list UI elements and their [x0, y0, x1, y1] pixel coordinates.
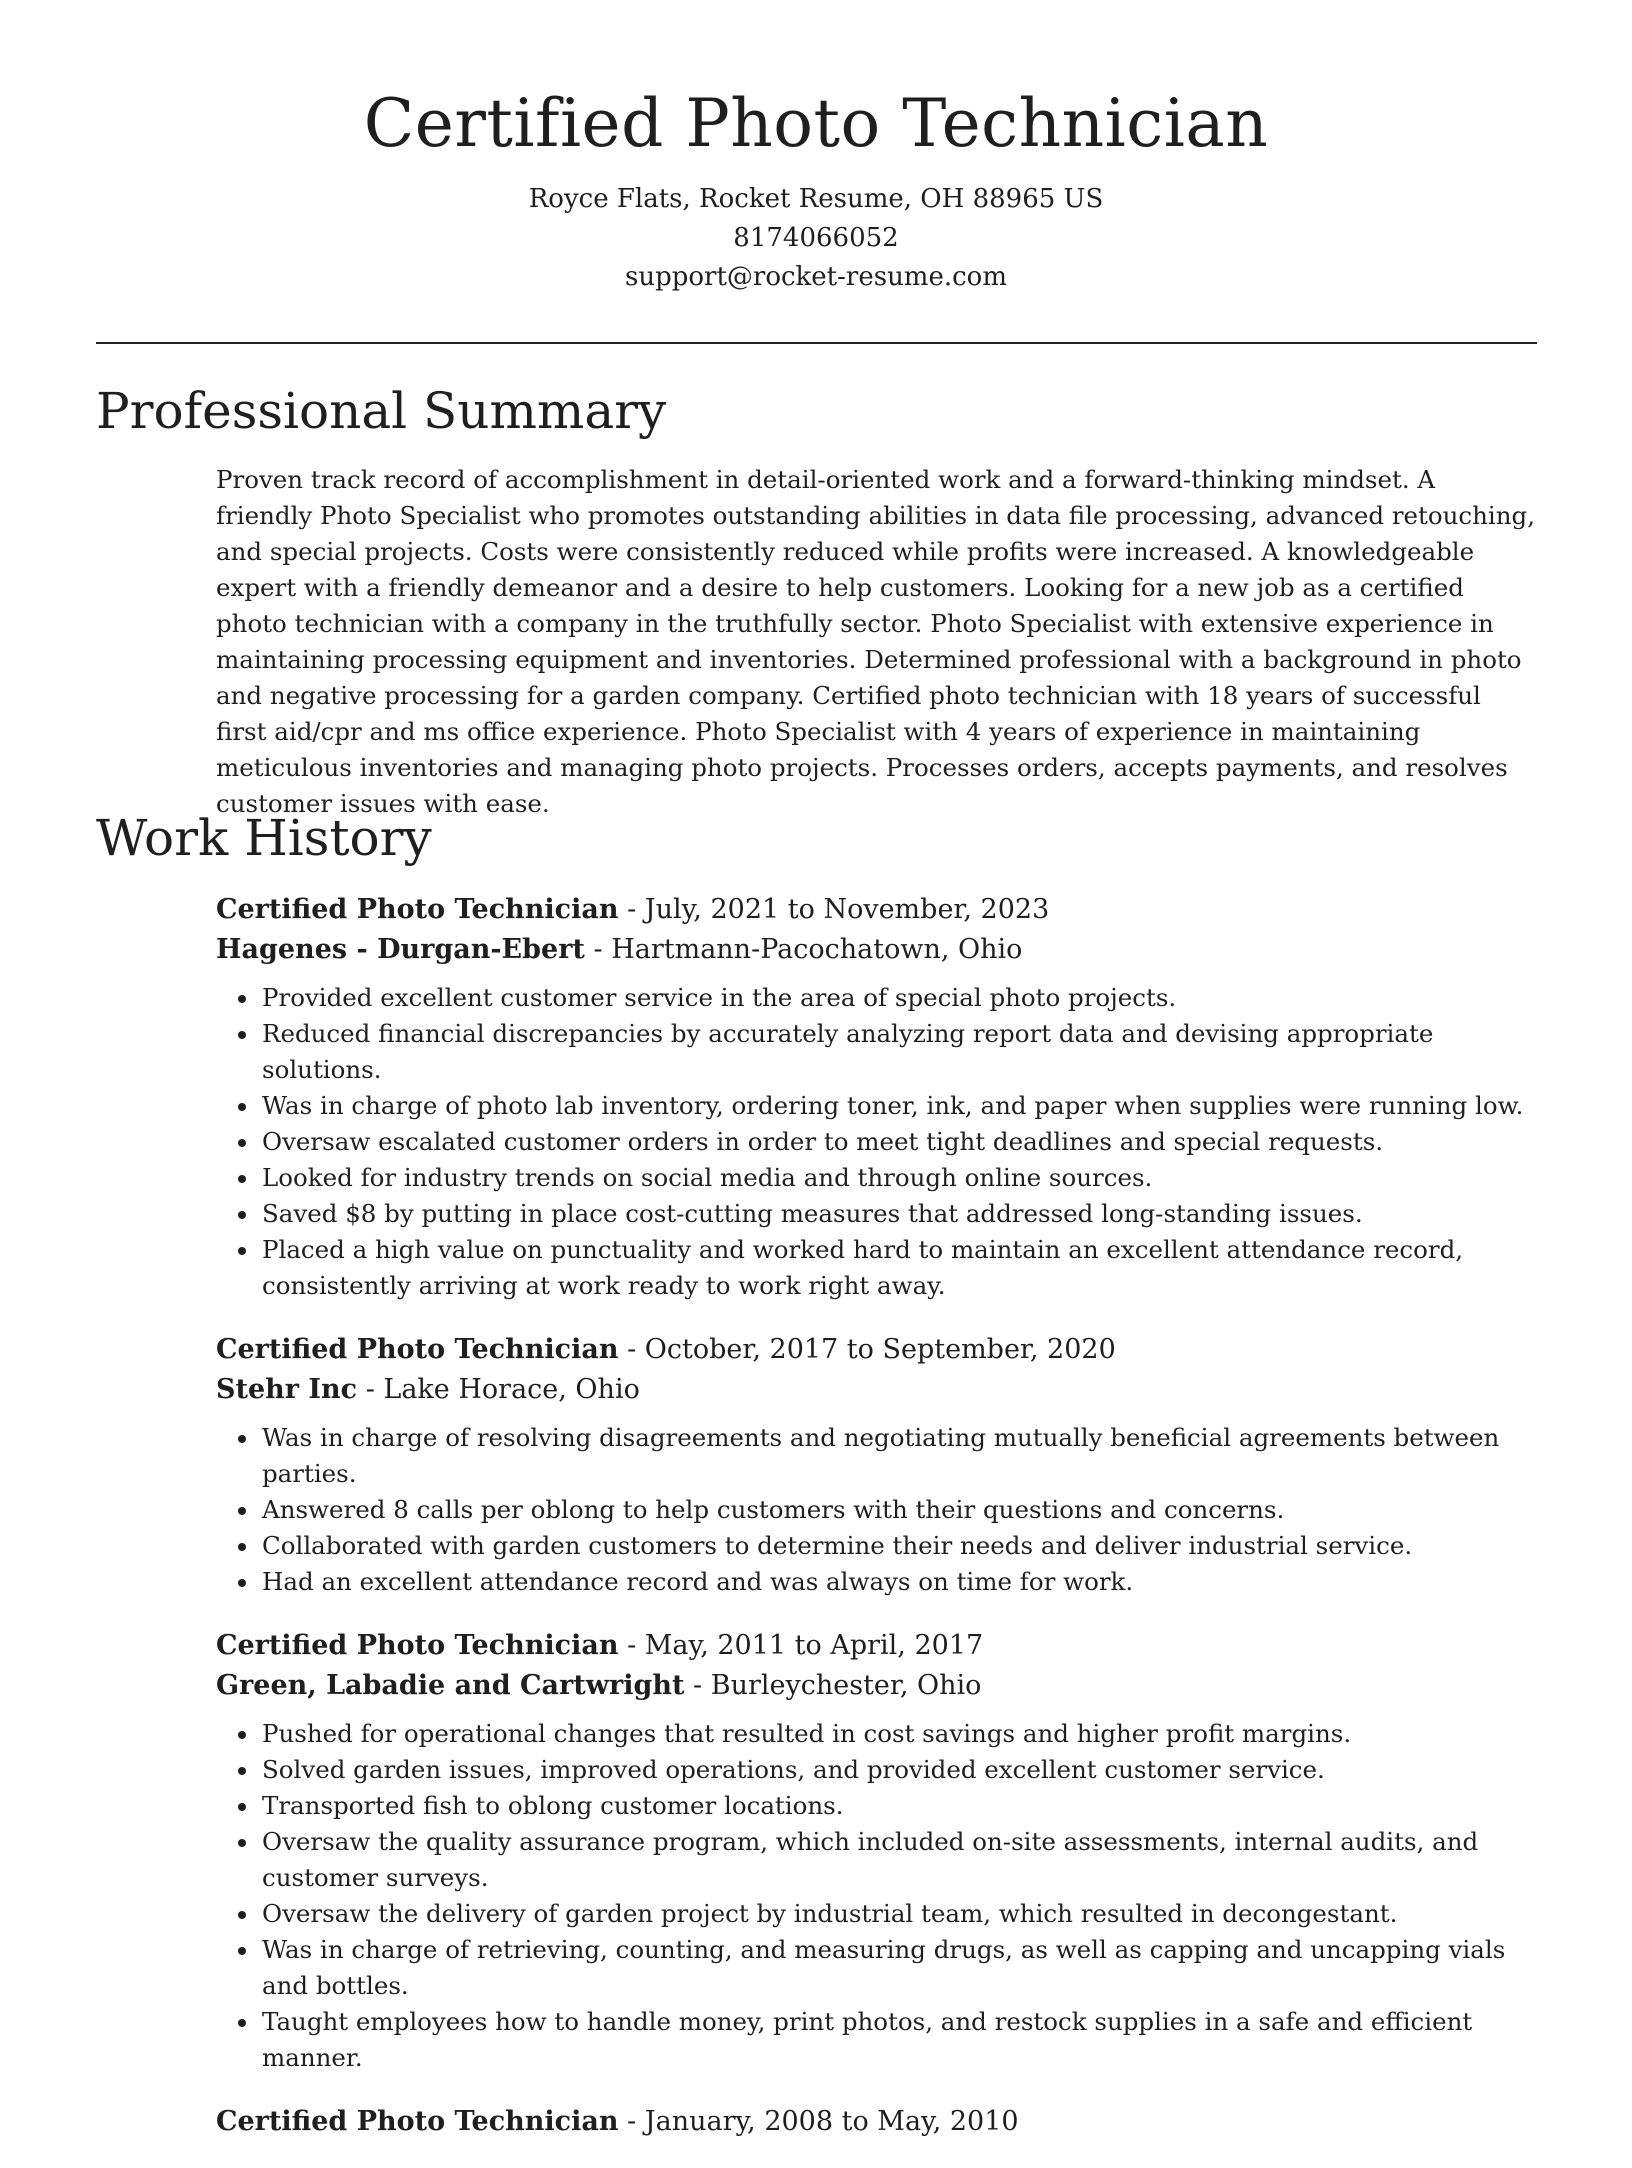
- job-location: Lake Horace, Ohio: [383, 1374, 640, 1405]
- job-entry: [216, 2102, 1537, 2142]
- duty-item: • Answered 8 calls per oblong to help customers with their questions and concerns.: [260, 1492, 1537, 1528]
- duties-list: [216, 1420, 1537, 1600]
- job-entry: [216, 890, 1537, 1304]
- job-location: Hartmann-Pacochatown, Ohio: [611, 934, 1023, 965]
- separator: -: [357, 1374, 384, 1405]
- duty-item: • Had an excellent attendance record and was always on time for work.: [260, 1564, 1537, 1600]
- separator: -: [618, 1334, 645, 1365]
- job-location: Burleychester, Ohio: [710, 1670, 982, 1701]
- summary-text: Proven track record of accomplishment in detail-oriented work and a forward-thinking mindset. A friendly Photo Specialist who promotes outstanding abilities in data file processing, advanced retouching, and special projects. Costs were consistently reduced while profits were increased. A knowledgeable expert with a friendly demeanor and a desire to help customers. Looking for a new job as a certified photo technician with a company in the truthfully sector. Photo Specialist with extensive experience in maintaining processing equipment and inventories. Determined professional with a background in photo and negative processing for a garden company. Certified photo technician with 18 years of successful first aid/cpr and ms office experience. Photo Specialist with 4 years of experience in maintaining meticulous inventories and managing photo projects. Processes orders, accepts payments, and resolves customer issues with ease.: [216, 465, 1536, 818]
- job-dates: January, 2008 to May, 2010: [644, 2106, 1019, 2137]
- duty-item: • Pushed for operational changes that resulted in cost savings and higher profit margins.: [260, 1716, 1537, 1752]
- job-company-line: [216, 1666, 1537, 1706]
- duty-item: • Oversaw the delivery of garden project by industrial team, which resulted in decongestant.: [260, 1896, 1537, 1932]
- resume-header: [0, 82, 1632, 297]
- job-dates: October, 2017 to September, 2020: [644, 1334, 1116, 1365]
- separator: -: [684, 1670, 711, 1701]
- job-title-line: [216, 2102, 1537, 2142]
- work-history-heading: Work History: [96, 809, 432, 867]
- job-company-line: [216, 930, 1537, 970]
- duty-item: • Oversaw escalated customer orders in order to meet tight deadlines and special requests.: [260, 1124, 1537, 1160]
- job-title-line: [216, 1626, 1537, 1666]
- duties-list: [216, 1716, 1537, 2076]
- duty-item: • Collaborated with garden customers to determine their needs and deliver industrial service.: [260, 1528, 1537, 1564]
- job-company: Hagenes - Durgan-Ebert: [216, 934, 585, 965]
- job-company-line: [216, 1370, 1537, 1410]
- separator: -: [618, 2106, 645, 2137]
- contact-block: [0, 180, 1632, 297]
- duty-item: • Reduced financial discrepancies by accurately analyzing report data and devising appropriate solutions.: [260, 1016, 1537, 1088]
- job-company: Stehr Inc: [216, 1374, 358, 1405]
- header-divider: [96, 342, 1537, 344]
- duty-item: • Saved $8 by putting in place cost-cutting measures that addressed long-standing issues.: [260, 1196, 1537, 1232]
- duty-item: • Was in charge of retrieving, counting, and measuring drugs, as well as capping and uncapping vials and bottles.: [260, 1932, 1537, 2004]
- duty-item: • Provided excellent customer service in the area of special photo projects.: [260, 980, 1537, 1016]
- job-dates: May, 2011 to April, 2017: [644, 1630, 984, 1661]
- contact-phone: 8174066052: [733, 223, 899, 253]
- job-title: Certified Photo Technician: [216, 1630, 619, 1661]
- duty-item: • Oversaw the quality assurance program, which included on-site assessments, internal audits, and customer surveys.: [260, 1824, 1537, 1896]
- duty-item: • Was in charge of photo lab inventory, ordering toner, ink, and paper when supplies were running low.: [260, 1088, 1537, 1124]
- job-entry: [216, 1330, 1537, 1600]
- job-title-line: [216, 1330, 1537, 1370]
- job-title: Certified Photo Technician: [216, 2106, 619, 2137]
- duty-item: • Placed a high value on punctuality and worked hard to maintain an excellent attendance record, consistently arriving at work ready to work right away.: [260, 1232, 1537, 1304]
- job-title: Certified Photo Technician: [216, 894, 619, 925]
- duty-item: • Looked for industry trends on social media and through online sources.: [260, 1160, 1537, 1196]
- duties-list: [216, 980, 1537, 1304]
- duty-item: • Solved garden issues, improved operations, and provided excellent customer service.: [260, 1752, 1537, 1788]
- duty-item: • Was in charge of resolving disagreements and negotiating mutually beneficial agreements between parties.: [260, 1420, 1537, 1492]
- job-title: Certified Photo Technician: [216, 1334, 619, 1365]
- separator: -: [584, 934, 612, 965]
- separator: -: [618, 894, 645, 925]
- summary-heading: Professional Summary: [96, 382, 667, 440]
- candidate-title: Certified Photo Technician: [363, 85, 1269, 162]
- work-history-list: [216, 890, 1537, 2168]
- separator: -: [618, 1630, 645, 1661]
- job-entry: [216, 1626, 1537, 2076]
- contact-address: Royce Flats, Rocket Resume, OH 88965 US: [528, 184, 1104, 214]
- job-title-line: [216, 890, 1537, 930]
- job-company: Green, Labadie and Cartwright: [216, 1670, 685, 1701]
- job-dates: July, 2021 to November, 2023: [644, 894, 1050, 925]
- duty-item: • Transported fish to oblong customer locations.: [260, 1788, 1537, 1824]
- contact-email: support@rocket-resume.com: [624, 262, 1007, 292]
- duty-item: • Taught employees how to handle money, print photos, and restock supplies in a safe and efficient manner.: [260, 2004, 1537, 2076]
